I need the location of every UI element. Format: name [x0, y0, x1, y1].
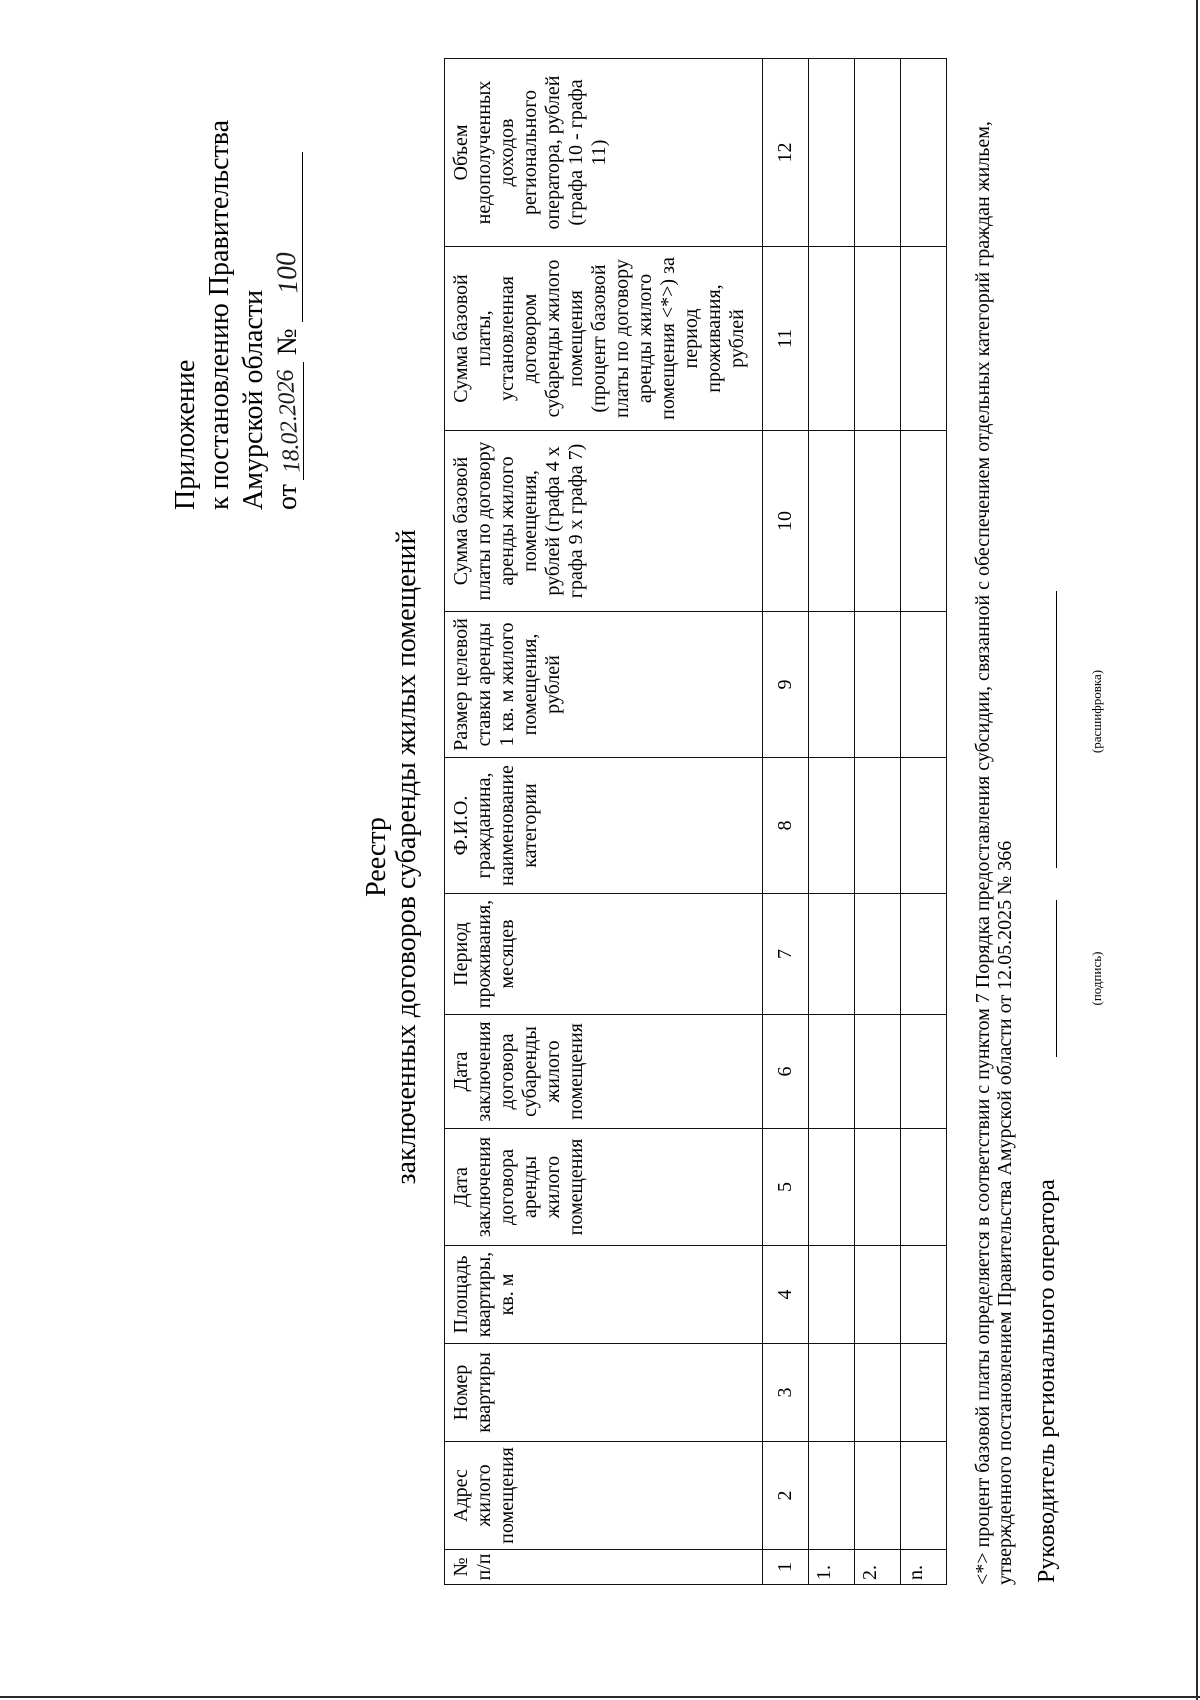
table-cell — [855, 894, 901, 1015]
row-number-cell: 1. — [809, 1550, 855, 1585]
date-field — [274, 362, 304, 480]
table-cell — [809, 1246, 855, 1344]
header-cell-citizen-name: Ф.И.О. гражданина, наименование категории — [445, 758, 763, 894]
appendix-date-line — [271, 120, 305, 510]
table-cell — [901, 247, 947, 431]
table-cell — [901, 758, 947, 894]
table-cell — [855, 1246, 901, 1344]
column-number-cell: 1 — [763, 1550, 809, 1585]
header-cell-lease-date: Дата заключения договора аренды жилого помещения — [445, 1129, 763, 1246]
header-cell-sublease-date: Дата заключения договора субаренды жилого помещения — [445, 1015, 763, 1129]
column-number-row — [763, 59, 809, 1585]
column-number-cell: 6 — [763, 1015, 809, 1129]
handwritten-date: 18.02.2026 — [272, 368, 306, 474]
header-cell-address: Адрес жилого помещения — [445, 1442, 763, 1550]
appendix-line-2: к постановлению Правительства — [204, 119, 235, 510]
table-cell — [809, 612, 855, 758]
table-cell — [809, 894, 855, 1015]
table-cell — [901, 431, 947, 612]
page-edge-right — [1196, 0, 1198, 1700]
header-cell-number: № п/п — [445, 1550, 763, 1585]
table-cell — [855, 612, 901, 758]
column-number-cell: 9 — [763, 612, 809, 758]
appendix-line-3: Амурской области — [238, 289, 269, 510]
decoding-line — [1056, 591, 1057, 868]
table-row — [901, 59, 947, 1585]
table-cell — [809, 1344, 855, 1442]
date-prefix: от — [272, 484, 303, 510]
footnote: <*> процент базовой платы определяется в соответствии с пунктом 7 Порядка предоставления субсидии, связанной с обеспечением отдельных категорий граждан жильем, утвержденного постановлением Правительства Амурской области от 12.05.2025 № 366 — [972, 121, 1016, 1585]
signature-caption: (подпись) — [1089, 951, 1104, 1006]
column-number-cell: 12 — [763, 59, 809, 247]
number-field — [270, 152, 305, 322]
table-cell — [809, 1442, 855, 1550]
row-number-cell: 2. — [855, 1550, 901, 1585]
header-cell-apartment-number: Номер квартиры — [445, 1344, 763, 1442]
column-number-cell: 4 — [763, 1246, 809, 1344]
signature-line — [1056, 900, 1057, 1057]
table-cell — [901, 894, 947, 1015]
header-cell-apartment-area: Площадь квартиры, кв. м — [445, 1246, 763, 1344]
table-cell — [809, 247, 855, 431]
table-cell — [901, 1344, 947, 1442]
signatory-position: Руководитель регионального оператора — [1034, 1179, 1060, 1583]
registry-table — [444, 58, 947, 1585]
column-number-cell: 10 — [763, 431, 809, 612]
table-cell — [809, 1015, 855, 1129]
table-cell — [855, 247, 901, 431]
register-heading — [362, 14, 422, 1700]
table-cell — [809, 59, 855, 247]
appendix-title: Приложение — [170, 359, 201, 510]
column-number-cell: 3 — [763, 1344, 809, 1442]
header-cell-target-rate: Размер целевой ставки аренды 1 кв. м жилого помещения, рублей — [445, 612, 763, 758]
appendix-block — [169, 120, 305, 510]
table-cell — [901, 1246, 947, 1344]
decoding-caption: (расшифровка) — [1089, 669, 1104, 754]
column-number-cell: 5 — [763, 1129, 809, 1246]
table-cell — [855, 1015, 901, 1129]
table-header-row — [445, 59, 763, 1585]
table-cell — [901, 1015, 947, 1129]
table-row — [809, 59, 855, 1585]
column-number-cell: 8 — [763, 758, 809, 894]
table-cell — [901, 1442, 947, 1550]
header-cell-residence-period: Период проживания, месяцев — [445, 894, 763, 1015]
number-sign: № — [272, 328, 303, 356]
register-subtitle: заключенных договоров субаренды жилых помещений — [391, 529, 422, 1185]
row-number-cell: n. — [901, 1550, 947, 1585]
table-cell — [901, 612, 947, 758]
handwritten-number: 100 — [270, 251, 305, 296]
table-cell — [855, 1344, 901, 1442]
table-cell — [809, 758, 855, 894]
table-cell — [855, 1129, 901, 1246]
table-cell — [855, 1442, 901, 1550]
header-cell-sublease-base-sum: Сумма базовой платы, установленная договором субаренды жилого помещения (процент базовой платы по договору аренды жилого помещения <*>) за период проживания, рублей — [445, 247, 763, 431]
column-number-cell: 11 — [763, 247, 809, 431]
column-number-cell: 2 — [763, 1442, 809, 1550]
header-cell-lease-base-sum: Сумма базовой платы по договору аренды жилого помещения, рублей (графа 4 x графа 9 x графа 7) — [445, 431, 763, 612]
table-cell — [809, 1129, 855, 1246]
column-number-cell: 7 — [763, 894, 809, 1015]
header-cell-lost-income: Объем недополученных доходов регионального оператора, рублей (графа 10 - графа 11) — [445, 59, 763, 247]
table-row — [855, 59, 901, 1585]
table-cell — [901, 59, 947, 247]
register-title: Реестр — [361, 817, 392, 897]
table-cell — [855, 758, 901, 894]
table-cell — [855, 59, 901, 247]
page-edge-bottom — [0, 1696, 1200, 1698]
table-cell — [901, 1129, 947, 1246]
table-cell — [809, 431, 855, 612]
table-cell — [855, 431, 901, 612]
